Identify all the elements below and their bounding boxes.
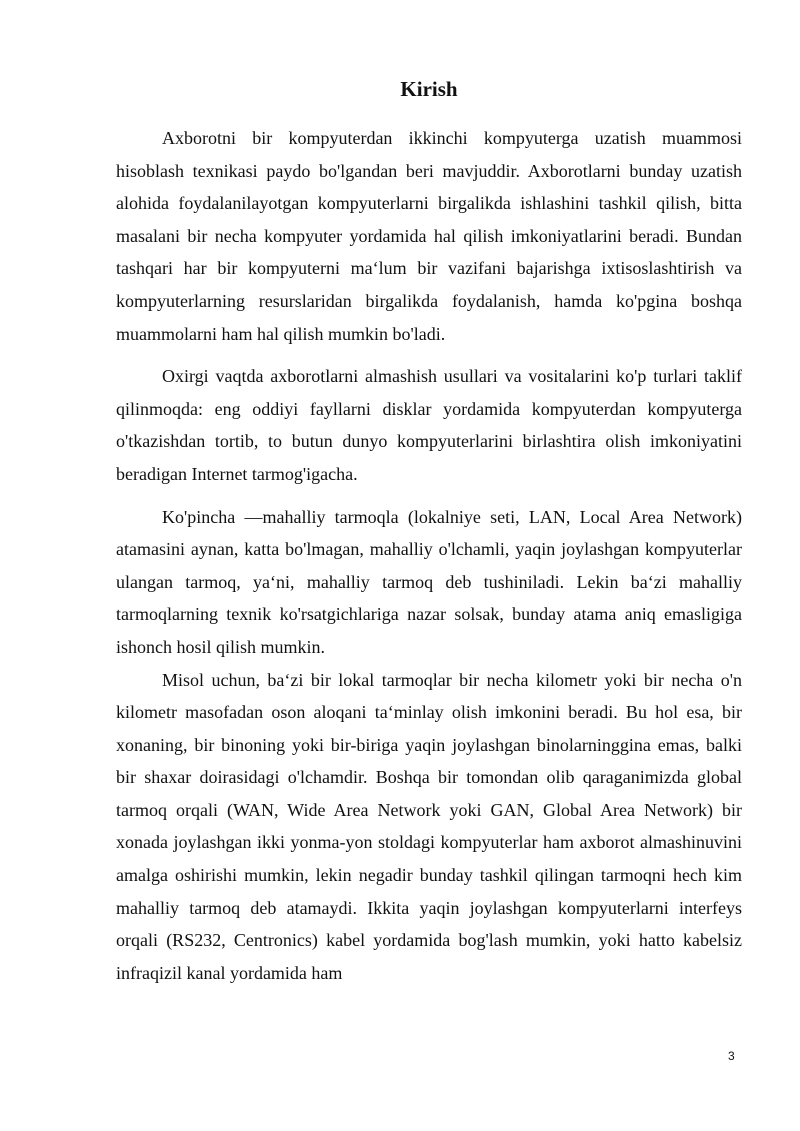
paragraph-3: Ko'pincha —mahalliy tarmoqla (lokalniye seti, LAN, Local Area Network) atamasini aynan, katta bo'lmagan, mahalliy o'lchamli, yaqin joylashgan kompyuterlar ulangan tarmoq, yaʻni, mahalliy tarmoq deb tushiniladi. Lekin baʻzi mahalliy tarmoqlarning texnik ko'rsatgichlariga nazar solsak, bunday atama aniq emasligiga ishonch hosil qilish mumkin. [116,506,742,657]
paragraph-4: Misol uchun, baʻzi bir lokal tarmoqlar bir necha kilometr yoki bir necha o'n kilometr masofadan oson aloqani taʻminlay olish imkonini beradi. Bu hol esa, bir xonaning, bir binoning yoki bir-biriga yaqin joylashgan binolarninggina emas, balki bir shaxar doirasidagi o'lchamdir. Boshqa bir tomondan olib qaraganimizda global tarmoq orqali (WAN, Wide Area Network yoki GAN, Global Area Network) bir xonada joylashgan ikki yonma-yon stoldagi kompyuterlar ham axborot almashinuvini amalga oshirishi mumkin, lekin negadir bunday tashkil qilingan tarmoqni hech kim mahalliy tarmoq deb atamaydi. Ikkita yaqin joylashgan kompyuterlarni interfeys orqali (RS232, Centronics) kabel yordamida bog'lash mumkin, yoki hatto kabelsiz infraqizil kanal yordamida ham [116,669,742,983]
paragraph-2: Oxirgi vaqtda axborotlarni almashish usullari va vositalarini ko'p turlari taklif qilinmoqda: eng oddiyi fayllarni disklar yordamida kompyuterdan kompyuterga o'tkazishdan tortib, to butun dunyo kompyuterlarini birlashtira olish imkoniyatini beradigan Internet tarmog'igacha. [116,366,742,484]
page-title: Kirish [400,77,458,101]
paragraph-1: Axborotni bir kompyuterdan ikkinchi kompyuterga uzatish muammosi hisoblash texnikasi paydo bo'lgandan beri mavjuddir. Axborotlarni bunday uzatish alohida foydalanilayotgan kompyuterlarni birgalikda ishlashini tashkil qilish, bitta masalani bir necha kompyuter yordamida hal qilish imkoniyatlarini beradi. Bundan tashqari har bir kompyuterni maʻlum bir vazifani bajarishga ixtisoslashtirish va kompyuterlarning resurslaridan birgalikda foydalanish, hamda ko'pgina boshqa muammolarni ham hal qilish mumkin bo'ladi. [116,128,742,344]
document-body [116,122,742,989]
page-number: 3 [728,1049,735,1063]
